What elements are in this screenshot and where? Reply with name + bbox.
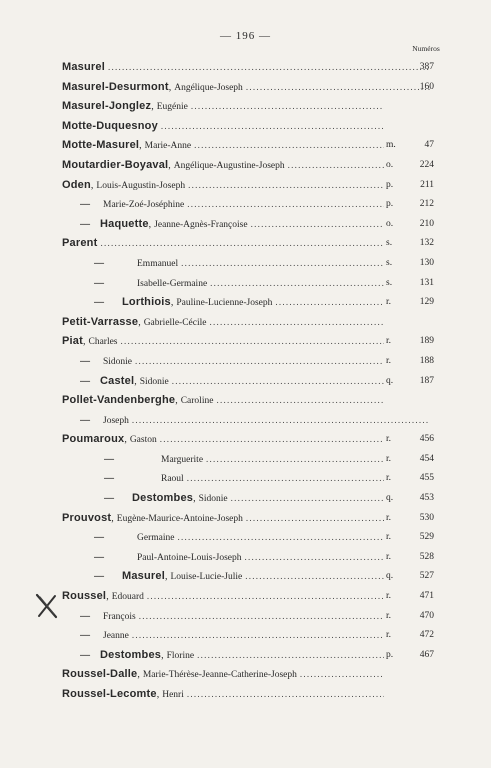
entry-dash: —: [104, 453, 114, 465]
entry-row: [0, 450, 491, 470]
entry-row: [0, 646, 491, 666]
entry-number: 211: [420, 179, 434, 190]
entry-given-name: Louis-Augustin-Joseph: [96, 180, 186, 191]
entry-given-name: Paul-Antoine-Louis-Joseph: [137, 552, 242, 563]
entry-surname: Prouvost: [62, 511, 112, 524]
column-header-numeros: Numéros: [412, 44, 440, 53]
entry-number: 528: [419, 551, 434, 562]
entry-number: 527: [419, 571, 434, 582]
entry-given-name: Joseph: [103, 415, 129, 426]
handwritten-cross-mark: [34, 593, 60, 619]
leader-dots: [246, 509, 384, 529]
entry-number: 160: [419, 81, 434, 92]
entry-code: s.: [386, 257, 393, 268]
entry-row: [0, 489, 491, 509]
entry-dash: —: [104, 493, 114, 505]
leader-dots: [251, 215, 384, 235]
entry-row: [0, 58, 491, 78]
entry-given-name: Marguerite: [161, 454, 204, 465]
entry-comma: ,: [111, 512, 114, 524]
entry-dash: —: [80, 610, 90, 622]
entry-given-name: Caroline: [180, 396, 214, 407]
entry-given-name: Germaine: [137, 533, 175, 544]
entry-dash: —: [94, 297, 104, 309]
entry-number: 472: [419, 630, 434, 641]
entry-number: 188: [419, 355, 434, 366]
leader-dots: [288, 156, 384, 176]
entry-code: m.: [386, 140, 396, 151]
entry-number: 187: [419, 375, 434, 386]
leader-dots: [188, 176, 384, 196]
entry-number: 131: [419, 277, 434, 288]
entry-given-name: Marie-Thérèse-Jeanne-Catherine-Joseph: [142, 670, 297, 681]
entry-dash: —: [80, 414, 90, 426]
entry-comma: ,: [134, 375, 137, 387]
entry-comma: ,: [137, 669, 140, 681]
entry-row: [0, 665, 491, 685]
page-number: — 196 —: [220, 30, 271, 42]
entry-surname: Lorthiois: [122, 296, 171, 309]
entry-given-name: Gabrielle-Cécile: [143, 317, 207, 328]
entry-comma: ,: [138, 316, 141, 328]
leader-dots: [181, 254, 384, 274]
leader-dots: [135, 352, 384, 372]
entry-given-name: Sidonie: [198, 494, 228, 505]
entry-code: r.: [386, 630, 392, 641]
entry-row: [0, 97, 491, 117]
entry-code: q.: [386, 493, 394, 504]
entry-surname: Haquette: [100, 217, 149, 230]
entry-number: 453: [419, 493, 434, 504]
entry-given-name: Isabelle-Germaine: [137, 278, 208, 289]
entry-dash: —: [94, 257, 104, 269]
entry-given-name: Louise-Lucie-Julie: [170, 572, 243, 583]
entry-comma: ,: [168, 81, 172, 93]
entry-code: o.: [386, 218, 394, 229]
entry-row: [0, 548, 491, 568]
entry-number: 212: [419, 199, 434, 210]
leader-dots: [172, 372, 384, 392]
entry-row: [0, 685, 491, 705]
entry-comma: ,: [164, 571, 168, 583]
leader-dots: [206, 450, 384, 470]
entry-code: r.: [386, 355, 392, 366]
entry-comma: ,: [139, 140, 142, 152]
entry-number: 210: [419, 218, 434, 229]
entry-surname: Piat: [62, 335, 83, 348]
entry-surname: Masurel-Desurmont: [62, 80, 169, 93]
entry-surname: Oden: [62, 178, 91, 191]
leader-dots: [197, 646, 384, 666]
entry-given-name: François: [103, 611, 136, 622]
entry-code: p.: [386, 199, 394, 210]
entry-surname: Destombes: [132, 492, 194, 505]
entry-row: [0, 587, 491, 607]
entry-surname: Poumaroux: [62, 433, 125, 446]
entry-row: [0, 352, 491, 372]
leader-dots: [216, 391, 384, 411]
entry-comma: ,: [148, 218, 152, 230]
entry-given-name: Marie-Zoé-Joséphine: [103, 200, 185, 211]
entry-code: r.: [386, 591, 392, 602]
leader-dots: [100, 234, 384, 254]
entry-row: [0, 274, 491, 294]
entry-surname: Destombes: [100, 648, 162, 661]
entry-surname: Motte-Masurel: [62, 139, 140, 152]
entry-code: p.: [386, 649, 394, 660]
leader-dots: [132, 411, 430, 431]
entry-number: 530: [419, 512, 434, 523]
entry-row: [0, 567, 491, 587]
entry-comma: ,: [170, 297, 174, 309]
entry-dash: —: [80, 355, 90, 367]
leader-dots: [245, 548, 385, 568]
entry-number: 387: [419, 62, 434, 72]
entry-code: q.: [386, 375, 394, 386]
entry-given-name: Eugénie: [156, 102, 188, 113]
entry-code: r.: [386, 610, 392, 621]
entry-code: r.: [386, 551, 392, 562]
entry-given-name: Henri: [162, 690, 184, 700]
entry-row: [0, 372, 491, 392]
entry-code: r.: [386, 297, 392, 308]
leader-dots: [121, 332, 384, 352]
entry-number: 47: [424, 140, 434, 151]
entry-given-name: Angélique-Joseph: [174, 82, 243, 93]
entry-number: 189: [419, 336, 434, 347]
leader-dots: [210, 274, 384, 294]
entry-row: [0, 411, 491, 431]
entry-number: 529: [419, 532, 434, 543]
entry-row: [0, 136, 491, 156]
entry-comma: ,: [168, 159, 171, 171]
entry-surname: Petit-Varrasse: [62, 315, 139, 328]
entry-comma: ,: [151, 101, 154, 113]
leader-dots: [245, 567, 384, 587]
entry-dash: —: [94, 551, 104, 563]
leader-dots: [161, 117, 384, 137]
entry-code: r.: [386, 336, 392, 347]
entry-surname: Masurel: [122, 570, 165, 583]
entry-given-name: Sidonie: [103, 356, 133, 367]
entry-given-name: Emmanuel: [137, 258, 179, 269]
entry-dash: —: [94, 277, 104, 289]
leader-dots: [275, 293, 384, 313]
leader-dots: [300, 665, 384, 685]
entry-code: s.: [386, 238, 393, 249]
entry-row: [0, 156, 491, 176]
entry-surname: Roussel: [62, 590, 107, 603]
entry-row: [0, 509, 491, 529]
entry-dash: —: [80, 199, 90, 211]
entry-row: [0, 215, 491, 235]
entry-code: p.: [386, 179, 394, 190]
entry-comma: ,: [175, 395, 178, 407]
leader-dots: [194, 136, 384, 156]
entry-dash: —: [80, 649, 90, 661]
entry-row: [0, 254, 491, 274]
entry-code: r.: [386, 434, 392, 445]
leader-dots: [231, 489, 384, 509]
entry-number: 471: [419, 591, 434, 602]
leader-dots: [187, 195, 384, 215]
entry-number: 454: [419, 453, 434, 464]
entry-code: s.: [386, 277, 393, 288]
leader-dots: [139, 607, 384, 627]
entry-dash: —: [94, 532, 104, 544]
entry-comma: ,: [193, 493, 196, 505]
entry-number: 455: [419, 473, 434, 484]
entry-given-name: Jeanne: [103, 631, 129, 642]
entry-given-name: Edouard: [111, 592, 144, 603]
entry-given-name: Florine: [166, 650, 195, 661]
leader-dots: [108, 58, 430, 78]
entry-given-name: Eugène-Maurice-Antoine-Joseph: [116, 513, 243, 524]
entry-dash: —: [104, 473, 114, 485]
entry-row: [0, 607, 491, 627]
entry-row: [0, 293, 491, 313]
entry-row: [0, 469, 491, 489]
entry-row: [0, 313, 491, 333]
entry-given-name: Marie-Anne: [144, 141, 192, 152]
entry-given-name: Jeanne-Agnès-Françoise: [154, 219, 248, 230]
entry-number: 224: [419, 159, 434, 170]
entry-code: q.: [386, 571, 394, 582]
entry-number: 467: [419, 649, 434, 660]
entry-row: [0, 626, 491, 646]
entry-dash: —: [94, 571, 104, 583]
entry-row: [0, 234, 491, 254]
entry-row: [0, 430, 491, 450]
leader-dots: [160, 430, 384, 450]
entry-given-name: Angélique-Augustine-Joseph: [173, 160, 285, 171]
entry-dash: —: [80, 630, 90, 642]
entry-code: o.: [386, 159, 394, 170]
entry-surname: Pollet-Vandenberghe: [62, 394, 176, 407]
entry-list: [0, 58, 491, 705]
entry-given-name: Charles: [88, 337, 118, 348]
entry-given-name: Raoul: [161, 474, 184, 485]
entry-code: r.: [386, 453, 392, 464]
entry-number: 456: [419, 434, 434, 445]
entry-row: [0, 332, 491, 352]
entry-number: 470: [419, 610, 434, 621]
entry-surname: Motte-Duquesnoy: [62, 119, 158, 132]
entry-surname: Parent: [62, 237, 98, 250]
entry-given-name: Pauline-Lucienne-Joseph: [176, 298, 273, 309]
entry-dash: —: [80, 375, 90, 387]
entry-surname: Roussel-Lecomte: [62, 688, 157, 700]
entry-dash: —: [80, 218, 90, 230]
leader-dots: [191, 97, 384, 117]
entry-number: 132: [419, 238, 434, 249]
leader-dots: [187, 685, 384, 705]
entry-code: r.: [386, 473, 392, 484]
entry-comma: ,: [82, 336, 86, 348]
entry-code: r.: [386, 532, 392, 543]
entry-number: 130: [419, 257, 434, 268]
entry-comma: ,: [90, 179, 94, 191]
entry-row: [0, 195, 491, 215]
entry-surname: Roussel-Dalle: [62, 668, 138, 681]
entry-code: r.: [386, 512, 392, 523]
leader-dots: [177, 528, 384, 548]
entry-comma: ,: [161, 649, 164, 661]
entry-given-name: Sidonie: [139, 376, 169, 387]
entry-given-name: Gaston: [129, 435, 157, 446]
entry-comma: ,: [106, 591, 109, 603]
entry-comma: ,: [156, 689, 160, 700]
leader-dots: [246, 78, 430, 98]
entry-surname: Masurel: [62, 61, 105, 73]
entry-surname: Castel: [100, 374, 135, 387]
leader-dots: [147, 587, 384, 607]
entry-row: [0, 391, 491, 411]
leader-dots: [187, 469, 384, 489]
entry-surname: Masurel-Jonglez: [62, 100, 152, 113]
entry-surname: Moutardier-Boyaval: [62, 158, 169, 171]
entry-row: [0, 117, 491, 137]
entry-number: 129: [419, 297, 434, 308]
entry-row: [0, 176, 491, 196]
entry-comma: ,: [124, 434, 127, 446]
leader-dots: [132, 626, 384, 646]
entry-row: [0, 78, 491, 98]
leader-dots: [209, 313, 384, 333]
entry-row: [0, 528, 491, 548]
